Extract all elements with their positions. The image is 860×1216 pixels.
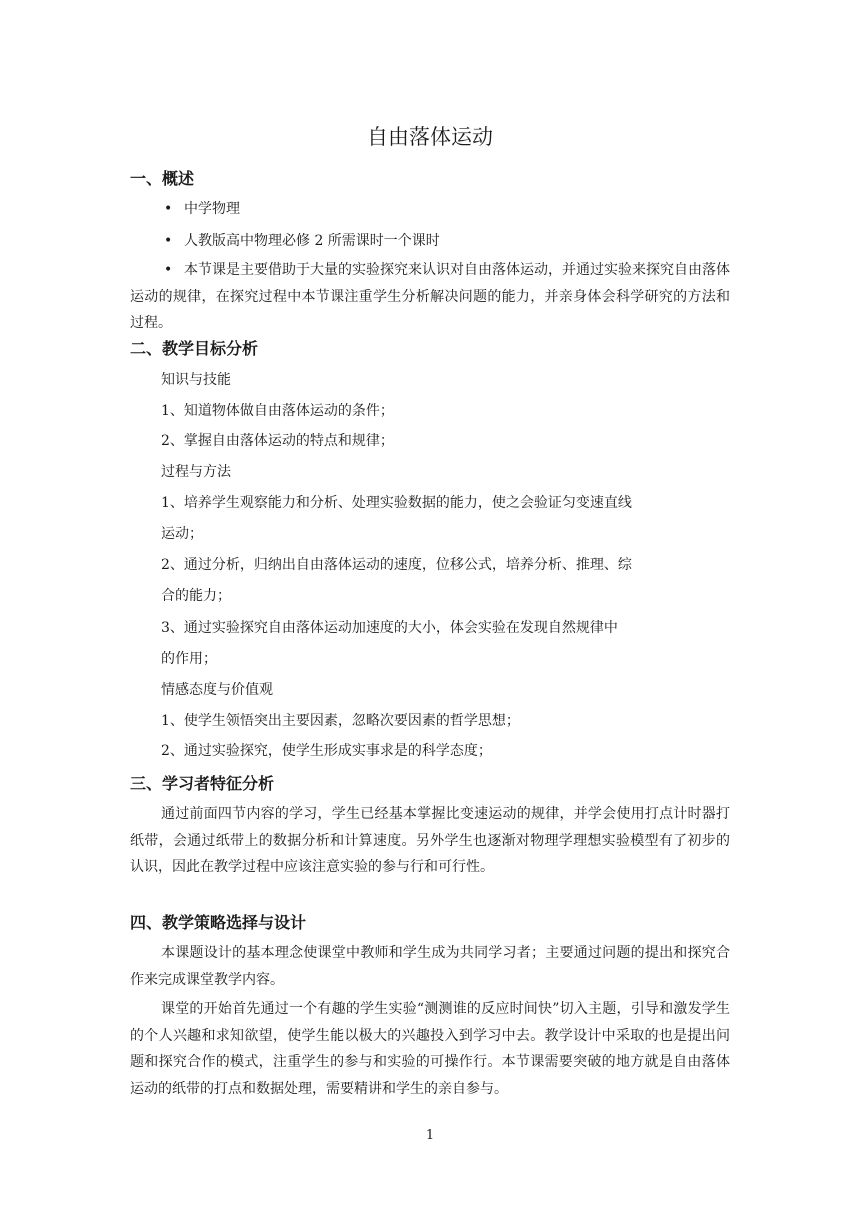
section-heading-objectives: 二、教学目标分析 [130,339,259,358]
section-heading-learners: 三、学习者特征分析 [130,774,275,793]
objective-line: 运动； [161,526,203,542]
strategy-paragraph-2: 课堂的开始首先通过一个有趣的学生实验“测测谁的反应时间快”切入主题，引导和激发学生的个人兴趣和求知欲望，使学生能以极大的兴趣投入到学习中去。教学设计中采取的也是提出问题和探究合作的模式，注重学生的参与和实验的可操作行。本节课需要突破的地方就是自由落体运动的纸带的打点和数据处理，需要精讲和学生的亲自参与。 [130,1001,730,1097]
paragraph-text: 本节课是主要借助于大量的实验探究来认识对自由落体运动，并通过实验来探究自由落体运动的规律，在探究过程中本节课注重学生分析解决问题的能力，并亲身体会科学研究的方法和过程。 [130,262,730,331]
objective-line: 3、通过实验探究自由落体运动加速度的大小，体会实验在发现自然规律中 [161,620,618,636]
objective-line: 1、培养学生观察能力和分析、处理实验数据的能力，使之会验证匀变速直线 [161,495,632,511]
list-item-text: 人教版高中物理必修 2 所需课时一个课时 [184,233,440,249]
overview-paragraph [130,257,730,337]
objective-line: 2、掌握自由落体运动的特点和规律； [161,433,394,449]
strategy-paragraph-1: 本课题设计的基本理念使课堂中教师和学生成为共同学习者；主要通过问题的提出和探究合作来完成课堂教学内容。 [130,945,730,988]
subheading-knowledge: 知识与技能 [161,372,231,388]
objective-line: 合的能力； [161,588,231,604]
subheading-attitude: 情感态度与价值观 [161,682,273,698]
list-item-text: 中学物理 [184,201,240,217]
page-title: 自由落体运动 [367,125,493,149]
section-heading-overview: 一、概述 [130,169,195,188]
objective-line: 1、知道物体做自由落体运动的条件； [161,403,394,419]
objective-line: 的作用； [161,651,217,667]
list-item [164,199,764,219]
objective-line: 2、通过分析，归纳出自由落体运动的速度，位移公式，培养分析、推理、综 [161,557,632,573]
bullet-icon: • [164,201,173,217]
bullet-icon: • [164,233,173,249]
page-number: 1 [425,1128,435,1143]
section-heading-strategy: 四、教学策略选择与设计 [130,913,307,932]
bullet-icon: • [164,262,173,278]
objective-line: 2、通过实验探究，使学生形成实事求是的科学态度； [161,743,492,759]
subheading-process: 过程与方法 [161,464,231,480]
learners-paragraph: 通过前面四节内容的学习，学生已经基本掌握比变速运动的规律，并学会使用打点计时器打纸带，会通过纸带上的数据分析和计算速度。另外学生也逐渐对物理学理想实验模型有了初步的认识，因此在教学过程中应该注意实验的参与行和可行性。 [130,806,730,875]
objective-line: 1、使学生领悟突出主要因素，忽略次要因素的哲学思想； [161,713,520,729]
list-item [164,231,764,251]
